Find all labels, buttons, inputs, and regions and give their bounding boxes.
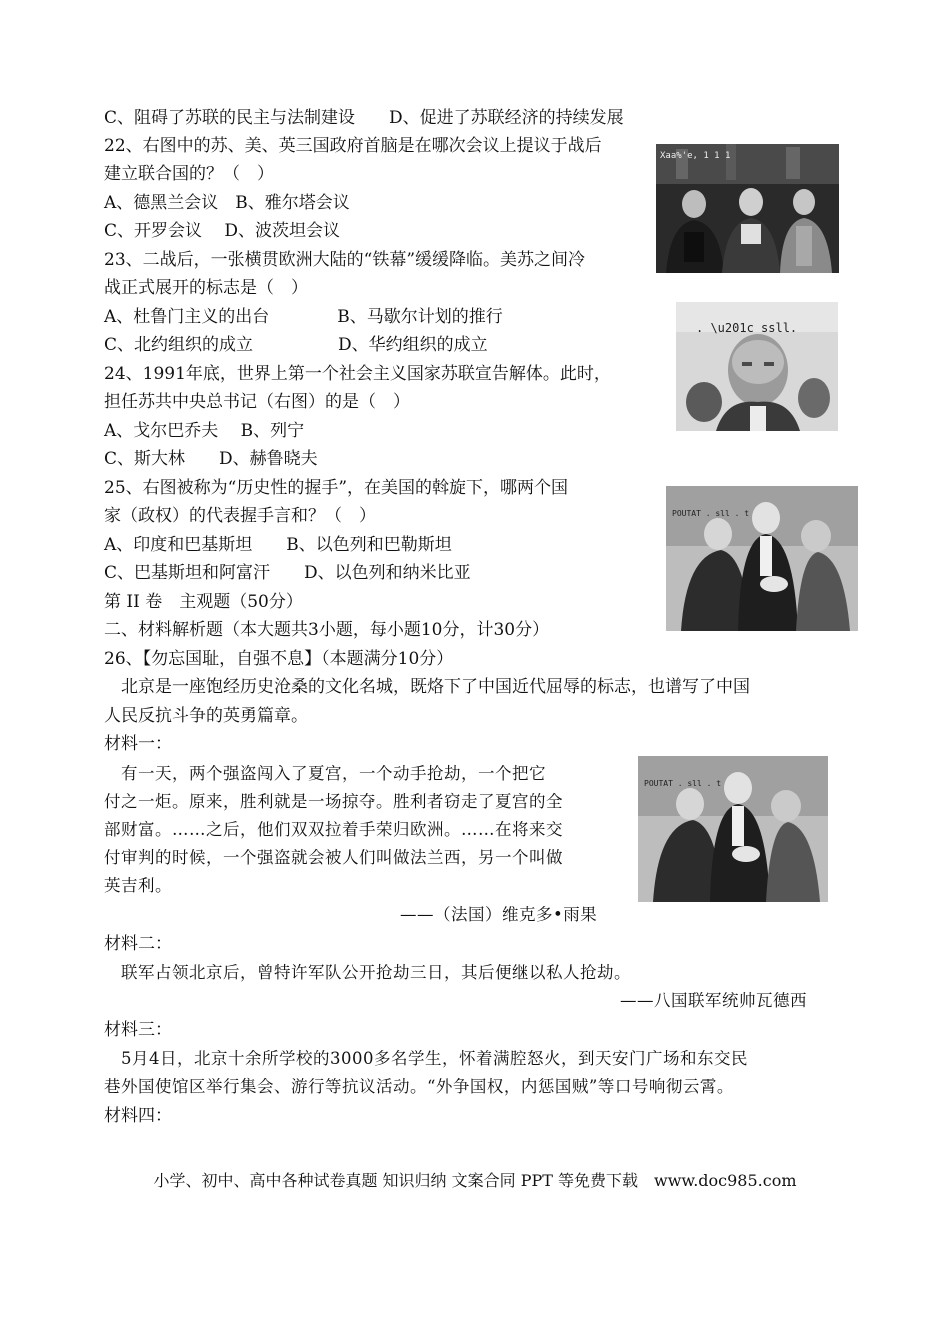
- material-3-label: 材料三：: [104, 1020, 172, 1040]
- question-24-line2: 担任苏共中央总书记（右图）的是（ ）: [104, 392, 410, 412]
- material-3-text-line2: 巷外国使馆区举行集会、游行等抗议活动。“外争国权，内惩国贼”等口号响彻云霄。: [104, 1077, 734, 1096]
- question-22-options-ab: A、德黑兰会议 B、雅尔塔会议: [104, 193, 350, 213]
- question-24-options-cd: C、斯大林 D、赫鲁晓夫: [104, 449, 318, 469]
- question-24-line1: 24、1991年底，世界上第一个社会主义国家苏联宣告解体。此时，: [104, 364, 611, 384]
- material-1-label: 材料一：: [104, 734, 172, 754]
- question-25-line2: 家（政权）的代表握手言和？（ ）: [104, 506, 376, 526]
- question-23-line1: 23、二战后，一张横贯欧洲大陆的“铁幕”缓缓降临。美苏之间冷: [104, 250, 586, 270]
- question-25-line1: 25、右图被称为“历史性的握手”，在美国的斡旋下，哪两个国: [104, 478, 569, 498]
- question-24-options-ab: A、戈尔巴乔夫 B、列宁: [104, 421, 305, 441]
- svg-text:POUTAT . sll . t: POUTAT . sll . t: [644, 779, 722, 788]
- svg-text:. \u201c ssll.: . \u201c ssll.: [696, 321, 798, 335]
- material-3-text-line1: 5月4日，北京十余所学校的3000多名学生，怀着满腔怒火，到天安门广场和东交民: [104, 1049, 748, 1068]
- question-22-line1: 22、右图中的苏、美、英三国政府首脑是在哪次会议上提议于战后: [104, 136, 602, 156]
- svg-text:POUTAT . sll . t: POUTAT . sll . t: [672, 509, 750, 518]
- material-1-source: ——（法国）维克多•雨果: [400, 905, 598, 924]
- section-2-heading: 二、材料解析题（本大题共3小题，每小题10分，计30分）: [104, 620, 550, 640]
- material-2-text: 联军占领北京后，曾特许军队公开抢劫三日，其后便继以私人抢劫。: [104, 963, 631, 982]
- question-23-line2: 战正式展开的标志是（ ）: [104, 278, 308, 298]
- material-1-text-line2: 付之一炬。原来，胜利就是一场掠夺。胜利者窃走了夏宫的全: [104, 792, 563, 811]
- historic-handshake-photo-2: [638, 756, 828, 902]
- material-1-text-line4: 付审判的时候，一个强盗就会被人们叫做法兰西，另一个叫做: [104, 848, 563, 867]
- gorbachev-portrait-photo: [676, 302, 838, 431]
- question-25-options-cd: C、巴基斯坦和阿富汗 D、以色列和纳米比亚: [104, 563, 471, 583]
- intro-line1: 北京是一座饱经历史沧桑的文化名城，既烙下了中国近代屈辱的标志，也谱写了中国: [104, 677, 750, 697]
- yalta-conference-photo: [656, 144, 839, 273]
- page-footer: 小学、初中、高中各种试卷真题 知识归纳 文案合同 PPT 等免费下载 www.doc985.com: [153, 1171, 797, 1190]
- question-23-options-ab: A、杜鲁门主义的出台 B、马歇尔计划的推行: [104, 307, 503, 327]
- material-1-text-line1: 有一天，两个强盗闯入了夏宫，一个动手抢劫，一个把它: [104, 764, 546, 783]
- question-26-heading: 26、【勿忘国耻，自强不息】（本题满分10分）: [104, 649, 454, 669]
- material-1-text-line3: 部财富。……之后，他们双双拉着手荣归欧洲。……在将来交: [104, 820, 563, 839]
- question-22-line2: 建立联合国的？（ ）: [104, 164, 274, 184]
- question-25-options-ab: A、印度和巴基斯坦 B、以色列和巴勒斯坦: [104, 535, 452, 555]
- part-2-heading: 第 II 卷 主观题（50分）: [104, 592, 303, 612]
- svg-text:Xaa%'e, 1 1 1: Xaa%'e, 1 1 1: [660, 151, 731, 161]
- material-1-text-line5: 英吉利。: [104, 876, 172, 895]
- material-2-label: 材料二：: [104, 934, 172, 954]
- option-line-c-d-q21: C、阻碍了苏联的民主与法制建设 D、促进了苏联经济的持续发展: [104, 108, 624, 128]
- intro-line2: 人民反抗斗争的英勇篇章。: [104, 706, 308, 726]
- material-2-source: ——八国联军统帅瓦德西: [620, 991, 807, 1010]
- question-22-options-cd: C、开罗会议 D、波茨坦会议: [104, 221, 341, 241]
- question-23-options-cd: C、北约组织的成立 D、华约组织的成立: [104, 335, 488, 355]
- historic-handshake-photo-1: [666, 486, 858, 631]
- material-4-label: 材料四：: [104, 1106, 172, 1126]
